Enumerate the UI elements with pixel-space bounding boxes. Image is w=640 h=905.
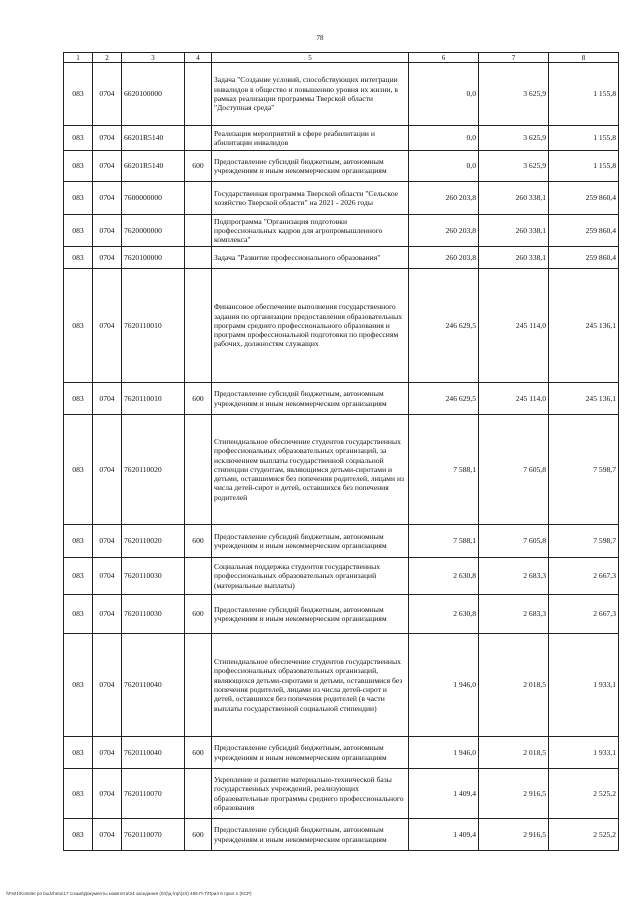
cell-amount-col8: 2 525,2 (549, 819, 619, 851)
cell-description: Предоставление субсидий бюджетным, автономным учреждениям и иным некоммерческим организациям (212, 595, 409, 634)
cell-expense-type: 600 (185, 383, 212, 415)
cell-amount-col6: 1 409,4 (409, 769, 479, 819)
cell-expense-type (185, 182, 212, 215)
table-row (64, 383, 619, 415)
table-body (64, 53, 619, 851)
cell-expense-type (185, 247, 212, 269)
cell-amount-col8: 245 136,1 (549, 269, 619, 383)
cell-amount-col6: 260 203,8 (409, 182, 479, 215)
column-header: 8 (549, 53, 619, 63)
cell-amount-col8: 245 136,1 (549, 383, 619, 415)
cell-amount-col7: 2 018,5 (479, 737, 549, 769)
column-header: 5 (212, 53, 409, 63)
cell-amount-col7: 7 605,8 (479, 415, 549, 525)
cell-expense-type (185, 63, 212, 126)
cell-description: Укрепление и развитие материально-технической базы государственных учреждений, реализующих образовательные программы среднего профессионального образования (212, 769, 409, 819)
cell-amount-col8: 1 155,8 (549, 151, 619, 182)
cell-expense-type: 600 (185, 819, 212, 851)
cell-amount-col8: 1 155,8 (549, 63, 619, 126)
cell-description: Реализация мероприятий в сфере реабилитации и абилитации инвалидов (212, 126, 409, 151)
column-header: 4 (185, 53, 212, 63)
cell-ministry-code: 083 (64, 151, 93, 182)
cell-section-code: 0704 (93, 63, 122, 126)
cell-target-article: 7620000000 (122, 215, 185, 247)
page-number: 78 (316, 34, 324, 42)
cell-section-code: 0704 (93, 525, 122, 558)
cell-section-code: 0704 (93, 819, 122, 851)
cell-target-article: 6620100000 (122, 63, 185, 126)
cell-description: Подпрограмма "Организация подготовки профессиональных кадров для агропромышленного комплекса" (212, 215, 409, 247)
cell-description: Государственная программа Тверской области "Сельское хозяйство Тверской области" на 2021 - 2026 годы (212, 182, 409, 215)
cell-section-code: 0704 (93, 595, 122, 634)
cell-ministry-code: 083 (64, 737, 93, 769)
cell-target-article: 7620110070 (122, 819, 185, 851)
table-row (64, 595, 619, 634)
cell-amount-col6: 1 946,0 (409, 737, 479, 769)
cell-amount-col8: 7 598,7 (549, 415, 619, 525)
table-row (64, 525, 619, 558)
cell-ministry-code: 083 (64, 182, 93, 215)
cell-ministry-code: 083 (64, 595, 93, 634)
cell-description: Стипендиальное обеспечение студентов государственных профессиональных образовательных организаций, за исключением выплаты государственной социальной стипендии студентам, являющимся детьми-сиротами и детьми, оставшимися без попечения родителей, лицами из числа детей-сирот и детей, оставшихся без попечения родителей (212, 415, 409, 525)
budget-table (63, 52, 619, 851)
cell-expense-type (185, 558, 212, 595)
cell-section-code: 0704 (93, 151, 122, 182)
cell-amount-col7: 260 338,1 (479, 215, 549, 247)
cell-amount-col8: 259 860,4 (549, 247, 619, 269)
cell-target-article: 7620110040 (122, 737, 185, 769)
cell-section-code: 0704 (93, 126, 122, 151)
cell-ministry-code: 083 (64, 126, 93, 151)
cell-ministry-code: 083 (64, 769, 93, 819)
cell-amount-col6: 246 629,5 (409, 269, 479, 383)
table-row (64, 63, 619, 126)
cell-target-article: 7620110040 (122, 634, 185, 737)
footer-file-path: \\Fs01\Komitet po budzhetu\17 созыв\Документы комитета\24 заседания (04)\д-\пр\(24) 486-П-7\Прил 6 прил 1 (КСР) (6, 891, 252, 896)
cell-amount-col6: 0,0 (409, 63, 479, 126)
cell-amount-col6: 7 588,1 (409, 525, 479, 558)
cell-amount-col7: 3 625,9 (479, 126, 549, 151)
cell-amount-col8: 1 933,1 (549, 737, 619, 769)
table-row (64, 558, 619, 595)
column-header: 6 (409, 53, 479, 63)
cell-target-article: 7620110030 (122, 595, 185, 634)
cell-amount-col8: 2 667,3 (549, 558, 619, 595)
cell-amount-col7: 2 916,5 (479, 769, 549, 819)
cell-amount-col6: 2 630,8 (409, 558, 479, 595)
cell-amount-col7: 3 625,9 (479, 151, 549, 182)
cell-expense-type (185, 215, 212, 247)
cell-ministry-code: 083 (64, 215, 93, 247)
cell-target-article: 7620110020 (122, 415, 185, 525)
table-row (64, 126, 619, 151)
table-row (64, 634, 619, 737)
cell-target-article: 7620110010 (122, 383, 185, 415)
cell-expense-type: 600 (185, 737, 212, 769)
cell-description: Предоставление субсидий бюджетным, автономным учреждениям и иным некоммерческим организациям (212, 525, 409, 558)
table-row (64, 415, 619, 525)
cell-section-code: 0704 (93, 383, 122, 415)
cell-amount-col8: 259 860,4 (549, 215, 619, 247)
cell-amount-col7: 260 338,1 (479, 247, 549, 269)
column-header: 3 (122, 53, 185, 63)
cell-ministry-code: 083 (64, 383, 93, 415)
cell-amount-col7: 2 683,3 (479, 558, 549, 595)
cell-amount-col8: 1 155,8 (549, 126, 619, 151)
cell-expense-type: 600 (185, 151, 212, 182)
cell-section-code: 0704 (93, 247, 122, 269)
cell-target-article: 7620110010 (122, 269, 185, 383)
cell-description: Предоставление субсидий бюджетным, автономным учреждениям и иным некоммерческим организациям (212, 737, 409, 769)
table-row (64, 737, 619, 769)
cell-description: Задача "Развитие профессионального образования" (212, 247, 409, 269)
cell-section-code: 0704 (93, 415, 122, 525)
cell-expense-type (185, 634, 212, 737)
cell-amount-col8: 2 525,2 (549, 769, 619, 819)
cell-expense-type (185, 126, 212, 151)
cell-amount-col8: 2 667,3 (549, 595, 619, 634)
cell-amount-col7: 245 114,0 (479, 383, 549, 415)
column-header: 7 (479, 53, 549, 63)
cell-target-article: 7620110020 (122, 525, 185, 558)
cell-amount-col7: 3 625,9 (479, 63, 549, 126)
cell-section-code: 0704 (93, 558, 122, 595)
cell-amount-col8: 1 933,1 (549, 634, 619, 737)
table-header-row (64, 53, 619, 63)
cell-target-article: 7620110030 (122, 558, 185, 595)
cell-ministry-code: 083 (64, 415, 93, 525)
cell-description: Предоставление субсидий бюджетным, автономным учреждениям и иным некоммерческим организациям (212, 151, 409, 182)
cell-description: Финансовое обеспечение выполнения государственного задания по организации предоставления образовательных программ среднего профессионального образования и программ профессиональной подготовки по профессиям рабочих, должностям служащих (212, 269, 409, 383)
cell-section-code: 0704 (93, 737, 122, 769)
cell-target-article: 7600000000 (122, 182, 185, 215)
cell-target-article: 66201R5140 (122, 151, 185, 182)
cell-amount-col7: 2 683,3 (479, 595, 549, 634)
cell-amount-col6: 2 630,8 (409, 595, 479, 634)
cell-expense-type (185, 415, 212, 525)
cell-target-article: 7620100000 (122, 247, 185, 269)
table-row (64, 269, 619, 383)
cell-amount-col8: 7 598,7 (549, 525, 619, 558)
cell-amount-col6: 0,0 (409, 151, 479, 182)
cell-amount-col6: 260 203,8 (409, 215, 479, 247)
column-header: 1 (64, 53, 93, 63)
cell-description: Социальная поддержка студентов государственных профессиональных образовательных организаций (материальные выплаты) (212, 558, 409, 595)
cell-ministry-code: 083 (64, 819, 93, 851)
cell-ministry-code: 083 (64, 634, 93, 737)
cell-amount-col6: 1 409,4 (409, 819, 479, 851)
cell-section-code: 0704 (93, 182, 122, 215)
cell-expense-type: 600 (185, 595, 212, 634)
cell-ministry-code: 083 (64, 269, 93, 383)
cell-amount-col7: 2 916,5 (479, 819, 549, 851)
cell-amount-col6: 7 588,1 (409, 415, 479, 525)
cell-description: Стипендиальное обеспечение студентов государственных профессиональных образовательных организаций, являющихся детьми-сиротами и детьми, оставшимися без попечения родителей, лицами из числа детей-сирот и детей, оставшихся без попечения родителей (в части выплаты государственной социальной стипендии) (212, 634, 409, 737)
cell-ministry-code: 083 (64, 558, 93, 595)
cell-expense-type: 600 (185, 525, 212, 558)
cell-section-code: 0704 (93, 769, 122, 819)
table-row (64, 769, 619, 819)
cell-section-code: 0704 (93, 215, 122, 247)
column-header: 2 (93, 53, 122, 63)
cell-ministry-code: 083 (64, 525, 93, 558)
table-row (64, 247, 619, 269)
cell-amount-col7: 245 114,0 (479, 269, 549, 383)
table-row (64, 151, 619, 182)
table-row (64, 182, 619, 215)
cell-section-code: 0704 (93, 269, 122, 383)
cell-expense-type (185, 269, 212, 383)
cell-ministry-code: 083 (64, 63, 93, 126)
cell-description: Задача "Создание условий, способствующих интеграции инвалидов в общество и повышению уровня их жизни, в рамках реализации программы Тверской области "Доступная среда" (212, 63, 409, 126)
cell-amount-col6: 1 946,0 (409, 634, 479, 737)
cell-amount-col8: 259 860,4 (549, 182, 619, 215)
table-row (64, 215, 619, 247)
cell-description: Предоставление субсидий бюджетным, автономным учреждениям и иным некоммерческим организациям (212, 383, 409, 415)
cell-target-article: 7620110070 (122, 769, 185, 819)
cell-ministry-code: 083 (64, 247, 93, 269)
cell-target-article: 66201R5140 (122, 126, 185, 151)
table-row (64, 819, 619, 851)
cell-amount-col6: 260 203,8 (409, 247, 479, 269)
cell-section-code: 0704 (93, 634, 122, 737)
cell-description: Предоставление субсидий бюджетным, автономным учреждениям и иным некоммерческим организациям (212, 819, 409, 851)
cell-amount-col7: 7 605,8 (479, 525, 549, 558)
cell-amount-col6: 0,0 (409, 126, 479, 151)
cell-amount-col7: 2 018,5 (479, 634, 549, 737)
cell-amount-col7: 260 338,1 (479, 182, 549, 215)
cell-expense-type (185, 769, 212, 819)
cell-amount-col6: 246 629,5 (409, 383, 479, 415)
